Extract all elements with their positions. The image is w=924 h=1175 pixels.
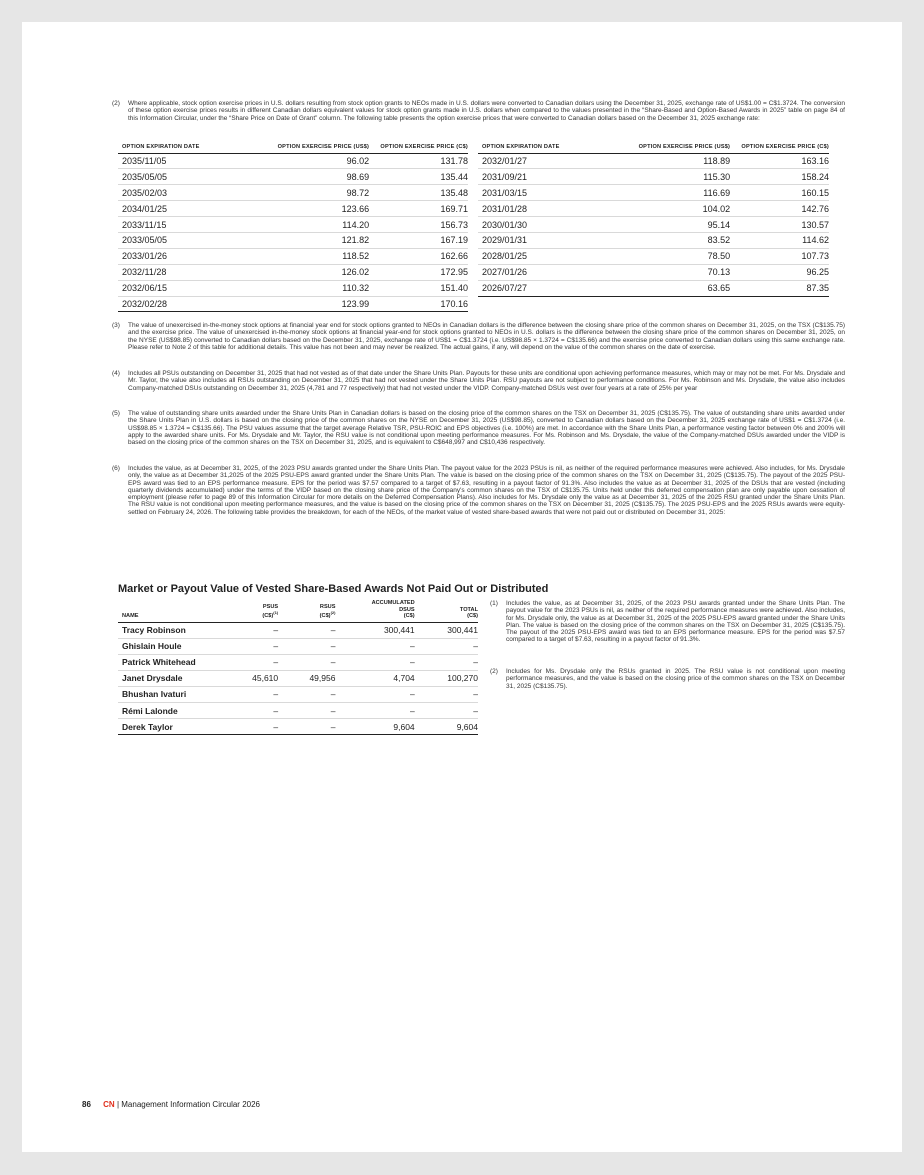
price-us-cell: 118.52 — [270, 248, 369, 264]
table-row — [478, 248, 829, 264]
price-us-cell: 123.99 — [270, 296, 369, 312]
footnote-4 — [112, 370, 845, 392]
price-us-cell: 126.02 — [270, 264, 369, 280]
dsus-cell: 9,604 — [335, 719, 414, 735]
footnote-3 — [112, 322, 845, 351]
price-cad-cell: 107.73 — [730, 248, 829, 264]
col-header-name — [118, 600, 221, 622]
expiration-date-cell: 2032/01/27 — [478, 153, 631, 169]
rsus-cell: – — [278, 638, 335, 654]
footnote-text: Where applicable, stock option exercise prices in U.S. dollars resulting from stock option grants to NEOs made in U.S. dollars were converted to Canadian dollars using the December 31, 2025, exchange rate of US$1.00 = C$1.3724. The conversion of these option exercise prices results in different Canadian dollars equivalent values for stock option grants made in U.S. dollars when compared to the values presented in the “Share-Based and Option-Based Awards in 2025” table on page 84 of this Information Circular, under the “Share Price on Date of Grant” column. The following table presents the option exercise prices that were converted to Canadian dollars based on the December 31, 2025 exchange rate: — [128, 100, 845, 122]
header-label: ACCUMULATED — [371, 600, 415, 606]
expiration-date-cell: 2032/06/15 — [118, 280, 270, 296]
col-header-dsus — [335, 600, 414, 622]
expiration-date-cell: 2027/01/26 — [478, 264, 631, 280]
table-row — [478, 217, 829, 233]
footnote-5 — [112, 410, 845, 447]
name-cell: Bhushan Ivaturi — [118, 686, 221, 702]
option-price-table-right — [478, 144, 829, 297]
price-cad-cell: 151.40 — [369, 280, 468, 296]
market-footnote-1 — [490, 600, 845, 644]
expiration-date-cell: 2034/01/25 — [118, 201, 270, 217]
name-cell: Derek Taylor — [118, 719, 221, 735]
footer-separator: | — [116, 1100, 120, 1109]
price-cad-cell: 156.73 — [369, 217, 468, 233]
footnote-number: (2) — [112, 100, 120, 107]
dsus-cell: – — [335, 638, 414, 654]
price-cad-cell: 96.25 — [730, 264, 829, 280]
table-header-row — [478, 144, 829, 153]
expiration-date-cell: 2035/05/05 — [118, 169, 270, 185]
name-cell: Ghislain Houle — [118, 638, 221, 654]
price-cad-cell: 167.19 — [369, 232, 468, 248]
table-row — [118, 622, 478, 638]
rsus-cell: – — [278, 702, 335, 718]
expiration-date-cell: 2031/03/15 — [478, 185, 631, 201]
table-header-row — [118, 600, 478, 622]
price-us-cell: 70.13 — [631, 264, 730, 280]
price-cad-cell: 169.71 — [369, 201, 468, 217]
page-number: 86 — [82, 1100, 91, 1109]
header-label: DSUS — [399, 606, 415, 613]
col-header-price-us: OPTION EXERCISE PRICE (US$) — [270, 144, 369, 153]
price-us-cell: 98.69 — [270, 169, 369, 185]
footnote-number: (6) — [112, 465, 120, 472]
table-header-row — [118, 144, 468, 153]
price-us-cell: 96.02 — [270, 153, 369, 169]
expiration-date-cell: 2035/11/05 — [118, 153, 270, 169]
price-cad-cell: 135.48 — [369, 185, 468, 201]
market-table-body — [118, 622, 478, 735]
table-row — [478, 232, 829, 248]
total-cell: 100,270 — [415, 670, 478, 686]
header-label: TOTAL — [459, 606, 478, 613]
price-cad-cell: 131.78 — [369, 153, 468, 169]
header-label: PSUS — [262, 603, 279, 610]
name-cell: Patrick Whitehead — [118, 654, 221, 670]
total-cell: – — [415, 654, 478, 670]
rsus-cell: – — [278, 622, 335, 638]
expiration-date-cell: 2033/01/26 — [118, 248, 270, 264]
col-header-price-us: OPTION EXERCISE PRICE (US$) — [631, 144, 730, 153]
footnote-text: Includes all PSUs outstanding on December 31, 2025 that had not vested as of that date under the Share Units Plan. Payouts for these units are conditional upon achieving performance measures, which may or may not be met. For Ms. Drysdale and Mr. Taylor, the value also includes all RSUs outstanding on December 31, 2025 that had not vested under the Share Units Plan. RSU payouts are not subject to performance conditions. For Ms. Robinson and Ms. Drysdale, the value also includes Company-matched DSUs outstanding on December 31, 2025 (4,781 and 77 respectively) that had not vested under the VIDP. Company-matched DSUs vest over four years at a rate of 25% per year — [128, 370, 845, 392]
option-table-left-body — [118, 153, 468, 312]
table-row — [118, 153, 468, 169]
expiration-date-cell: 2033/05/05 — [118, 232, 270, 248]
table-row — [118, 638, 478, 654]
col-header-rsus — [278, 600, 335, 622]
page-footer — [82, 1100, 260, 1109]
header-unit: (C$) — [467, 613, 478, 619]
psus-cell: – — [221, 719, 278, 735]
rsus-cell: 49,956 — [278, 670, 335, 686]
expiration-date-cell: 2031/01/28 — [478, 201, 631, 217]
price-cad-cell: 87.35 — [730, 280, 829, 296]
price-us-cell: 98.72 — [270, 185, 369, 201]
table-row — [478, 264, 829, 280]
footnote-text: Includes the value, as at December 31, 2025, of the 2023 PSU awards granted under the Share Units Plan. The payout value for the 2023 PSUs is nil, as neither of the required performance measures were achieved. Also includes, for Ms. Drysdale only, the value as at December 31, 2025 of the 2025 PSU-EPS award granted under the Share Units Plan. The value is based on the closing price of the common shares on the TSX on December 31, 2025 (C$135.75). The payout of the 2025 PSU-EPS award was tied to an EPS performance measure. EPS for the period was $7.57 compared to a target of $7.63, resulting in a payout factor of 91.3%. — [506, 600, 845, 644]
footer-doc-title: Management Information Circular 2026 — [121, 1100, 260, 1109]
table-row — [118, 248, 468, 264]
price-us-cell: 63.65 — [631, 280, 730, 296]
footnote-ref: (1) — [273, 610, 279, 616]
footnote-number: (4) — [112, 370, 120, 377]
total-cell: 9,604 — [415, 719, 478, 735]
expiration-date-cell: 2033/11/15 — [118, 217, 270, 233]
table-row — [478, 201, 829, 217]
psus-cell: – — [221, 622, 278, 638]
option-table-right-body — [478, 153, 829, 296]
table-row — [118, 201, 468, 217]
table-row — [118, 264, 468, 280]
table-row — [118, 670, 478, 686]
price-cad-cell: 172.95 — [369, 264, 468, 280]
price-us-cell: 118.89 — [631, 153, 730, 169]
header-unit: (C$) — [262, 613, 274, 619]
price-us-cell: 115.30 — [631, 169, 730, 185]
table-row — [118, 654, 478, 670]
price-us-cell: 123.66 — [270, 201, 369, 217]
col-header-psus — [221, 600, 278, 622]
price-us-cell: 116.69 — [631, 185, 730, 201]
footnote-text: The value of unexercised in-the-money stock options at financial year end for stock options granted to NEOs in Canadian dollars is the difference between the closing share price of the common shares on December 31, 2025, on the TSX (C$135.75) and the exercise price. The value of unexercised in-the-money stock options at financial year-end for stock options granted to NEOs in U.S. dollars is the difference between the closing share price of the common shares on December 31, 2025, on the NYSE (US$98.85) converted to Canadian dollars based on the December 31, 2025, exchange rate of US$1 = C$1.3724 (i.e. US$98.85 × 1.3724 = C$135.66) and the exercise price converted to Canadian dollars using this same exchange rate. Please refer to Note 2 of this table for additional details. This value has not been and may never be realized. The actual gains, if any, will depend on the value of the common shares on the date of exercise. — [128, 322, 845, 351]
psus-cell: – — [221, 654, 278, 670]
dsus-cell: – — [335, 654, 414, 670]
psus-cell: – — [221, 686, 278, 702]
table-row — [478, 185, 829, 201]
header-unit: (C$) — [403, 613, 415, 619]
total-cell: – — [415, 702, 478, 718]
footnote-6 — [112, 465, 845, 516]
footnote-number: (3) — [112, 322, 120, 329]
market-value-table — [118, 600, 478, 735]
col-header-price-cad: OPTION EXERCISE PRICE (C$) — [369, 144, 468, 153]
expiration-date-cell: 2028/01/25 — [478, 248, 631, 264]
brand-logo-text: CN — [103, 1100, 115, 1109]
footnote-number: (2) — [490, 668, 498, 675]
dsus-cell: 300,441 — [335, 622, 414, 638]
name-cell: Tracy Robinson — [118, 622, 221, 638]
col-header-expiration-date: OPTION EXPIRATION DATE — [478, 144, 631, 153]
name-cell: Rémi Lalonde — [118, 702, 221, 718]
dsus-cell: – — [335, 686, 414, 702]
header-unit: (C$) — [319, 613, 331, 619]
psus-cell: – — [221, 638, 278, 654]
expiration-date-cell: 2032/11/28 — [118, 264, 270, 280]
table-row — [118, 185, 468, 201]
table-row — [478, 153, 829, 169]
price-cad-cell: 158.24 — [730, 169, 829, 185]
price-us-cell: 104.02 — [631, 201, 730, 217]
price-us-cell: 110.32 — [270, 280, 369, 296]
price-cad-cell: 163.16 — [730, 153, 829, 169]
price-cad-cell: 135.44 — [369, 169, 468, 185]
dsus-cell: 4,704 — [335, 670, 414, 686]
name-cell: Janet Drysdale — [118, 670, 221, 686]
footnote-text: Includes for Ms. Drysdale only the RSUs granted in 2025. The RSU value is not conditional upon meeting performance measures, and the value is based on the closing price of the common shares on the TSX on December 31, 2025 (C$135.75). — [506, 668, 845, 690]
table-row — [118, 232, 468, 248]
table-row — [478, 280, 829, 296]
document-page — [22, 22, 902, 1152]
price-us-cell: 114.20 — [270, 217, 369, 233]
expiration-date-cell: 2026/07/27 — [478, 280, 631, 296]
table-row — [118, 296, 468, 312]
total-cell: 300,441 — [415, 622, 478, 638]
price-cad-cell: 162.66 — [369, 248, 468, 264]
table-row — [118, 686, 478, 702]
price-cad-cell: 170.16 — [369, 296, 468, 312]
price-us-cell: 78.50 — [631, 248, 730, 264]
price-cad-cell: 142.76 — [730, 201, 829, 217]
col-header-expiration-date: OPTION EXPIRATION DATE — [118, 144, 270, 153]
market-footnote-2 — [490, 668, 845, 690]
price-us-cell: 121.82 — [270, 232, 369, 248]
section-title: Market or Payout Value of Vested Share-Based Awards Not Paid Out or Distributed — [118, 583, 549, 595]
expiration-date-cell: 2032/02/28 — [118, 296, 270, 312]
total-cell: – — [415, 638, 478, 654]
table-row — [118, 719, 478, 735]
table-row — [118, 702, 478, 718]
table-row — [118, 280, 468, 296]
table-row — [478, 169, 829, 185]
footnote-text: The value of outstanding share units awarded under the Share Units Plan in Canadian dollars is based on the closing price of the common shares on the TSX on December 31, 2025 (C$135.75). The value of outstanding share units awarded under the Share Units Plan in U.S. dollars is based on the closing price of the common shares on the NYSE on December 31, 2025 (US$98.85), converted to Canadian dollars based on the December 31, 2025 exchange rate of US$1 = C$1.3724 (i.e. US$98.85 × 1.3724 = C$135.66). The PSU values assume that the target average Relative TSR, PSU-ROIC and EPS objectives (i.e. 100%) are met. In accordance with the Share Units Plan, a performance vesting factor between 0% and 200% will apply to the awarded share units. For Ms. Drysdale and Mr. Taylor, the RSU value is not conditional upon meeting performance measures. For Ms. Robinson and Ms. Drysdale, the value of the Company-matched DSUs awarded under the VIDP is based on the closing price of the common shares on the TSX on December 31, 2025, and is equivalent to C$648,997 and C$10,436 respectively. — [128, 410, 845, 447]
price-cad-cell: 114.62 — [730, 232, 829, 248]
price-cad-cell: 130.57 — [730, 217, 829, 233]
price-cad-cell: 160.15 — [730, 185, 829, 201]
rsus-cell: – — [278, 654, 335, 670]
expiration-date-cell: 2029/01/31 — [478, 232, 631, 248]
footnote-text: Includes the value, as at December 31, 2025, of the 2023 PSU awards granted under the Share Units Plan. The payout value for the 2023 PSUs is nil, as neither of the required performance measures were achieved. Also includes, for Ms. Drysdale only, the value as at December 31,2025 of the 2025 PSU-EPS award granted under the Share Units Plan. The value is based on the closing price of the common shares on the TSX on December 31, 2025 (C$135.75). The payout of the 2025 PSU-EPS award was tied to an EPS performance measure. EPS for the period was $7.57 compared to a target of $7.63, resulting in a payout factor of 91.3%. Also includes the value as at December 31, 2025 of the DSUs that are vested (including quarterly dividends accumulated) under the terms of the VIDP based on the closing share price of the Company's common shares on the TSX of C$135.75. Units held under this deferred compensation plan are only payable upon cessation of employment (please refer to page 89 of this Information Circular for more details on the Deferred Compensation Plans). Also includes for Ms. Drysdale only the value as at December 31, 2025 of the 2025 RSU granted under the Share Units Plan. The RSU value is not conditional upon meeting performance measures, and the value is based on the closing price of the common shares on the TSX on December 31, 2025 (C$135.75). The 2025 PSU-EPS and the 2025 RSUs awards were equity- settled on February 24, 2026. The following table provides the breakdown, for each of the NEOs, of the market value of vested share-based awards that were not paid out or distributed on December 31, 2025: — [128, 465, 845, 516]
table-row — [118, 169, 468, 185]
footnote-number: (5) — [112, 410, 120, 417]
footnote-2 — [112, 100, 845, 122]
col-header-total — [415, 600, 478, 622]
expiration-date-cell: 2030/01/30 — [478, 217, 631, 233]
total-cell: – — [415, 686, 478, 702]
expiration-date-cell: 2031/09/21 — [478, 169, 631, 185]
header-label: RSUS — [319, 603, 336, 610]
option-price-table-left — [118, 144, 468, 312]
footnote-number: (1) — [490, 600, 498, 607]
table-row — [118, 217, 468, 233]
footnote-ref: (2) — [330, 610, 336, 616]
price-us-cell: 95.14 — [631, 217, 730, 233]
rsus-cell: – — [278, 719, 335, 735]
price-us-cell: 83.52 — [631, 232, 730, 248]
col-header-price-cad: OPTION EXERCISE PRICE (C$) — [730, 144, 829, 153]
dsus-cell: – — [335, 702, 414, 718]
expiration-date-cell: 2035/02/03 — [118, 185, 270, 201]
psus-cell: 45,610 — [221, 670, 278, 686]
header-label: NAME — [122, 613, 139, 619]
psus-cell: – — [221, 702, 278, 718]
rsus-cell: – — [278, 686, 335, 702]
